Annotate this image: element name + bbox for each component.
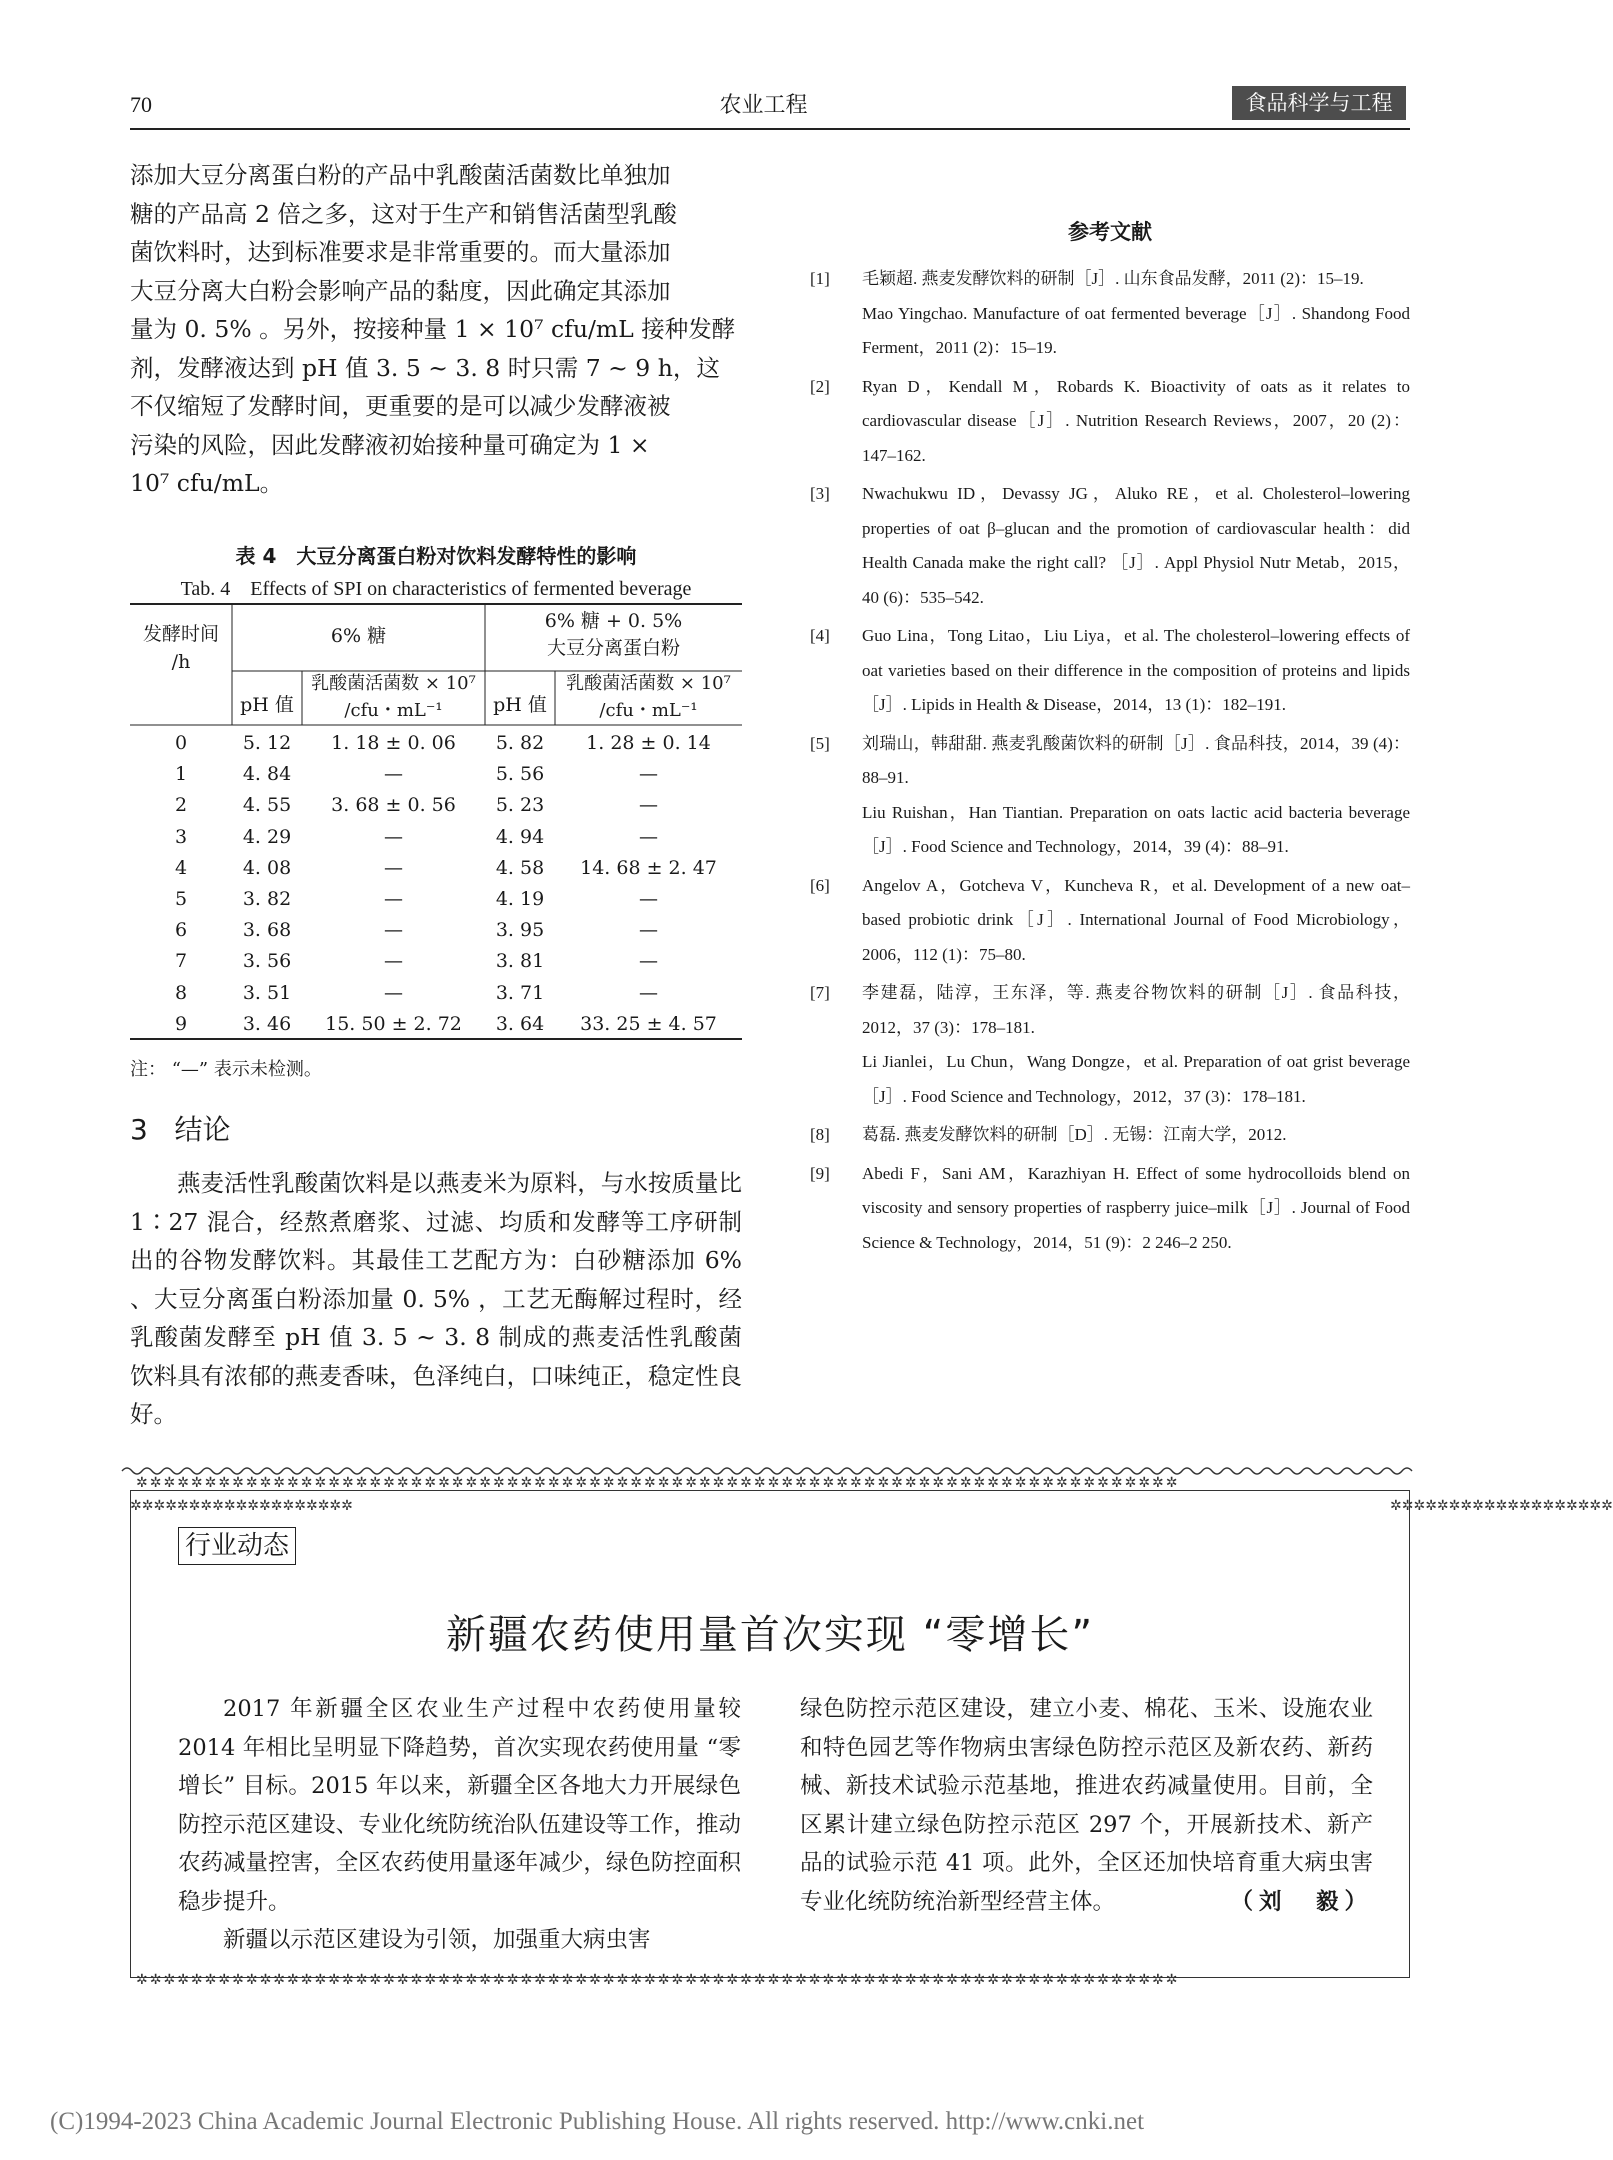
table-note: 注： “—” 表示未检测。 [130,1059,322,1080]
section-number: 3 [130,1113,148,1146]
ornament-row-top: ✲✲✲✲✲✲✲✲✲✲✲✲✲✲✲✲✲✲✲✲✲✲✲✲✲✲✲✲✲✲✲✲✲✲✲✲✲✲✲✲✲✲✲✲✲✲✲✲✲✲✲✲✲✲✲✲✲✲✲✲✲✲✲✲✲✲✲✲✲✲✲✲✲✲✲✲ [136,1475,1180,1491]
news-paragraph: 新疆以示范区建设为引领，加强重大病虫害 [223,1927,651,1953]
table-cell: 6 [174,919,188,942]
group2-line1: 6% 糖 + 0. 5% [544,610,683,632]
header-rule [130,128,1410,130]
table-row [130,826,742,857]
text-line: 剂，发酵液达到 pH 值 3. 5 ~ 3. 8 时只需 7 ~ 9 h，这 [130,353,720,382]
reference-number: [3] [810,484,830,503]
table-cell: 5. 56 [495,763,545,786]
reference-item [810,1118,1410,1153]
text-line: 大豆分离大白粉会影响产品的黏度，因此确定其添加 [130,276,671,305]
lab-line1: 乳酸菌活菌数 × 10⁷ [566,673,731,694]
reference-item [810,262,1410,366]
news-left-column [178,1690,741,1960]
ornament-col-right: ✲✲✲✲✲✲✲✲✲✲✲✲✲✲✲✲✲✲✲ [1390,1498,1613,1514]
reference-text: Abedi F，Sani AM，Karazhiyan H. Effect of some hydrocolloids blend on viscosity and sensory properties of raspberry juice–milk［J］. Journal of Food Science & Technology，2014，51 (9)：2 246–2 250. [862,1163,1410,1252]
references-heading: 参考文献 [1068,220,1152,244]
table-cell: 5. 12 [242,732,292,754]
col-lab-1 [302,670,485,724]
reference-item [810,370,1410,474]
reference-text: Ryan D，Kendall M，Robards K. Bioactivity of oats as it relates to cardiovascular disease［J］. Nutrition Research Reviews，2007，20 (2)：147–162. [862,376,1410,465]
reference-text: 李建磊，陆淳，王东泽，等. 燕麦谷物饮料的研制［J］. 食品科技，2012，37 (3)：178–181. [862,983,1410,1037]
table-cell: — [639,919,658,942]
text-line: 菌饮料时，达到标准要求是非常重要的。而大量添加 [130,238,671,266]
table-cell: 1. 18 ± 0. 06 [331,732,456,754]
col-time-unit: /h [171,651,191,673]
table-cell: 3. 68 ± 0. 56 [331,794,456,817]
table-cell: — [639,763,658,786]
section-heading [130,1108,231,1148]
table-cell: 3. 82 [242,888,292,910]
table-cell: 8 [174,981,188,1004]
table-title-en: Tab. 4 Effects of SPI on characteristics of fermented beverage [180,578,692,600]
table-cell: 3. 71 [495,981,545,1004]
table-cell: 4. 58 [495,856,545,879]
table-cell: — [639,825,658,848]
table-row [130,732,742,763]
col-ph-2: pH 值 [493,694,547,716]
text-line: 10⁷ cfu/mL。 [130,469,284,497]
table-row [130,1013,742,1044]
col-time-label: 发酵时间 [142,623,219,645]
table-row [130,794,742,825]
reference-item [810,619,1410,723]
table-cell: — [384,919,403,942]
group2-line2: 大豆分离蛋白粉 [546,637,680,659]
table-cell: — [384,981,403,1004]
table-cell: — [639,888,658,910]
table-cell: 3. 56 [242,950,292,973]
table-cell: 7 [174,950,188,973]
reference-number: [2] [810,376,830,396]
table-cell: — [384,763,403,786]
reference-number: [8] [810,1125,830,1144]
reference-text-en: Li Jianlei，Lu Chun，Wang Dongze，et al. Preparation of oat grist beverage［J］. Food Science and Technology，2012，37 (3)：178–181. [862,1052,1410,1106]
table-cell: — [384,950,403,973]
lab-line2: /cfu・mL⁻¹ [344,700,443,721]
reference-item [810,1157,1410,1261]
ornament-row-bottom: ✲✲✲✲✲✲✲✲✲✲✲✲✲✲✲✲✲✲✲✲✲✲✲✲✲✲✲✲✲✲✲✲✲✲✲✲✲✲✲✲✲✲✲✲✲✲✲✲✲✲✲✲✲✲✲✲✲✲✲✲✲✲✲✲✲✲✲✲✲✲✲✲✲✲✲✲ [136,1972,1180,1988]
text-line: 污染的风险，因此发酵液初始接种量可确定为 1 × [130,430,650,459]
table-row [130,982,742,1013]
table-cell: 5. 23 [495,794,545,817]
conclusion-text: 燕麦活性乳酸菌饮料是以燕麦米为原料，与水按质量比 1∶27 混合，经熬煮磨浆、过滤、均质和发酵等工序研制出的谷物发酵饮料。其最佳工艺配方为：白砂糖添加 6% 、大豆分离蛋白粉添加量 0. 5% ，工艺无酶解过程时，经乳酸菌发酵至 pH 值 3. 5 ~ 3. 8 制成的燕麦活性乳酸菌饮料具有浓郁的燕麦香味，色泽纯白，口味纯正，稳定性良好。 [130,1169,742,1428]
reference-text: 刘瑞山，韩甜甜. 燕麦乳酸菌饮料的研制［J］. 食品科技，2014，39 (4)：88–91. [862,733,1410,787]
reference-item [810,976,1410,1114]
reference-number: [6] [810,875,830,895]
lab-line1: 乳酸菌活菌数 × 10⁷ [311,673,476,694]
table-cell: 2 [174,794,188,817]
table-row [130,857,742,888]
copyright-footer: (C)1994-2023 China Academic Journal Electronic Publishing House. All rights reserved. http://www.cnki.net [50,2108,1145,2135]
text-line: 添加大豆分离蛋白粉的产品中乳酸菌活菌数比单独加 [130,161,671,189]
table-cell: 1. 28 ± 0. 14 [586,732,711,754]
table-cell: — [639,981,658,1004]
table-row [130,919,742,950]
table-cell: — [384,825,403,848]
news-label: 行业动态 [178,1527,296,1565]
journal-name: 农业工程 [719,93,808,118]
reference-text-en: Liu Ruishan，Han Tiantian. Preparation on oats lactic acid bacteria beverage［J］. Food Science and Technology，2014，39 (4)：88–91. [862,802,1410,856]
table-cell: 4. 08 [242,856,292,879]
reference-item [810,477,1410,615]
table-col-time [130,620,232,676]
table-cell: 33. 25 ± 4. 57 [580,1012,717,1035]
table-cell: 4. 84 [242,763,292,786]
news-title: 新疆农药使用量首次实现 “零增长” [445,1612,1095,1658]
reference-text: 葛磊. 燕麦发酵饮料的研制［D］. 无锡：江南大学，2012. [862,1125,1287,1144]
reference-text: Angelov A，Gotcheva V，Kuncheva R，et al. Development of a new oat–based probiotic drink［J］. International Journal of Food Microbiology，2006，112 (1)：75–80. [862,875,1410,964]
table-row [130,950,742,981]
table-cell: 14. 68 ± 2. 47 [580,856,717,879]
table-cell: 3 [174,825,188,848]
reference-number: [5] [810,733,830,753]
intro-paragraph [130,156,742,503]
reference-item [810,869,1410,973]
table-row [130,888,742,919]
reference-number: [4] [810,626,830,645]
table-cell: 4. 55 [242,794,292,817]
news-paragraph: 2017 年新疆全区农业生产过程中农药使用量较 2014 年相比呈明显下降趋势，首次实现农药使用量 “零增长” 目标。2015 年以来，新疆全区各地大力开展绿色防控示范区建设、专业化统防统治队伍建设等工作，推动农药减量控害，全区农药使用量逐年减少，绿色防控面积稳步提升。 [178,1696,741,1915]
reference-text: Guo Lina，Tong Litao，Liu Liya，et al. The cholesterol–lowering effects of oat varieties based on their difference in the composition of proteins and lipids［J］. Lipids in Health & Disease，2014，13 (1)：182–191. [862,626,1410,714]
table-cell: 4 [174,856,188,879]
table-cell: 3. 64 [495,1012,545,1035]
news-author: （刘 毅） [1230,1888,1373,1915]
news-paragraph [800,1690,1373,1921]
ornament-col-left: ✲✲✲✲✲✲✲✲✲✲✲✲✲✲✲✲✲✲✲ [130,1498,353,1514]
table-cell: 9 [174,1012,188,1035]
col-lab-2 [555,670,742,724]
section-title: 结论 [174,1113,231,1146]
table-cell: 4. 29 [242,825,292,848]
table-cell: 1 [174,763,188,786]
reference-text: 毛颖超. 燕麦发酵饮料的研制［J］. 山东食品发酵，2011 (2)：15–19. [862,269,1364,288]
text-line: 不仅缩短了发酵时间，更重要的是可以减少发酵液被 [130,392,671,420]
group-header-2 [485,608,742,662]
table-title-cn: 表 4 大豆分离蛋白粉对饮料发酵特性的影响 [235,544,637,568]
table-cell: 5 [174,888,188,910]
table-cell: 3. 95 [495,919,545,942]
reference-number: [1] [810,269,830,288]
reference-text: Nwachukwu ID，Devassy JG，Aluko RE，et al. Cholesterol–lowering properties of oat β–glucan and the promotion of cardiovascular health：did Health Canada make the right call? ［J］. Appl Physiol Nutr Metab，2015，40 (6)：535–542. [862,484,1410,607]
table-cell: 3. 46 [242,1012,292,1035]
table-cell: 5. 82 [495,732,545,754]
table-cell: 3. 81 [495,950,545,973]
page-number: 70 [130,92,152,117]
lab-line2: /cfu・mL⁻¹ [599,700,698,721]
conclusion-paragraph [130,1164,742,1434]
reference-number: [7] [810,983,830,1002]
table-cell: 4. 94 [495,825,545,848]
table-row [130,763,742,794]
news-right-text: 绿色防控示范区建设，建立小麦、棉花、玉米、设施农业和特色园艺等作物病虫害绿色防控示范区及新农药、新药械、新技术试验示范基地，推进农药减量使用。目前，全区累计建立绿色防控示范区 297 个，开展新技术、新产品的试验示范 41 项。此外，全区还加快培育重大病虫害专业化统防统治新型经营主体。 [800,1696,1373,1915]
reference-item [810,727,1410,865]
group-header-1: 6% 糖 [330,625,387,647]
table-cell: — [639,794,658,817]
section-tag: 食品科学与工程 [1232,86,1406,120]
table-cell: — [384,888,403,910]
reference-text-en: Mao Yingchao. Manufacture of oat fermented beverage［J］. Shandong Food Ferment，2011 (2)：15–19. [862,303,1410,357]
table-cell: 15. 50 ± 2. 72 [325,1012,462,1035]
reference-number: [9] [810,1163,830,1183]
table-cell: — [384,856,403,879]
table-cell: 0 [174,732,188,754]
text-line: 糖的产品高 2 倍之多，这对于生产和销售活菌型乳酸 [130,199,677,228]
table-cell: — [639,950,658,973]
news-right-column [800,1690,1373,1921]
col-ph-1: pH 值 [240,694,294,716]
table-cell: 4. 19 [495,888,545,910]
table-cell: 3. 51 [242,981,292,1004]
references-list [810,262,1410,1264]
table-cell: 3. 68 [242,919,292,942]
text-line: 量为 0. 5% 。另外，按接种量 1 × 10⁷ cfu/mL 接种发酵 [130,315,736,343]
